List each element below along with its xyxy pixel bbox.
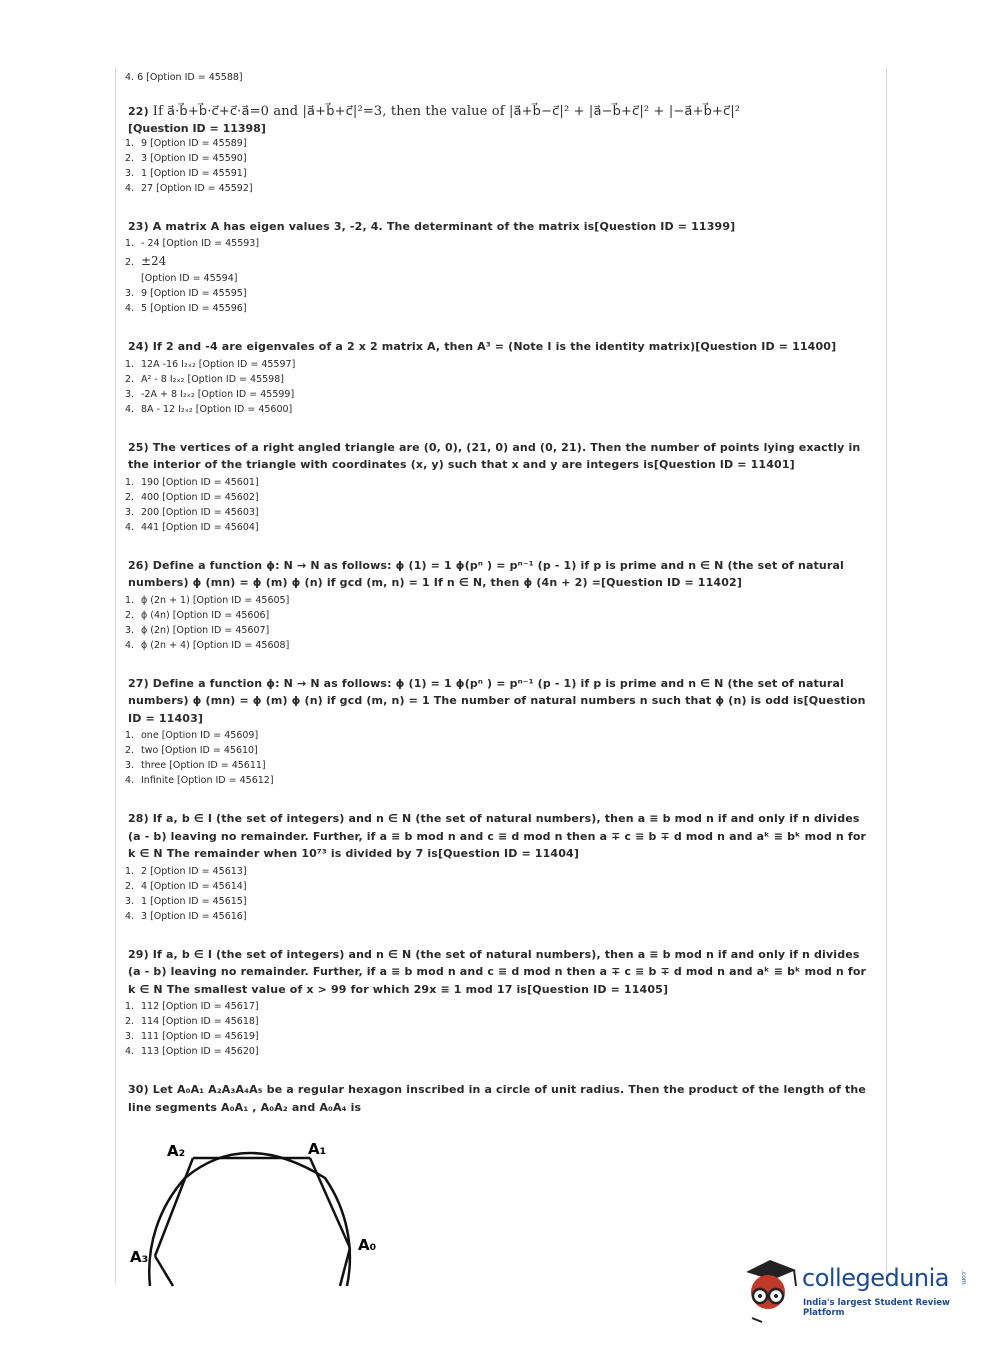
option-text: 1 [Option ID = 45591]: [141, 167, 247, 179]
option-item: [125, 999, 873, 1014]
side-a2-a3: [155, 1158, 193, 1256]
option-number: 4.: [125, 910, 135, 922]
question-24: [125, 338, 873, 417]
label-a0: A₀: [358, 1236, 377, 1254]
option-list: [125, 864, 873, 924]
side-a1-a0: [310, 1158, 350, 1248]
option-number: 3.: [125, 1031, 135, 1042]
option-number: 3.: [125, 895, 135, 907]
option-text: -2A + 8 I₂ₓ₂ [Option ID = 45599]: [141, 388, 295, 400]
option-item: [125, 387, 873, 402]
option-item: [125, 505, 873, 520]
option-item: [125, 1029, 873, 1044]
option-item: [125, 1014, 873, 1029]
option-item: [125, 520, 873, 535]
option-number: 2.: [125, 257, 135, 268]
option-text: 9 [Option ID = 45589]: [141, 137, 247, 149]
question-number: 25): [128, 440, 149, 454]
question-number: 23): [128, 219, 149, 233]
option-number: 4.: [125, 521, 135, 533]
question-23: [125, 218, 873, 317]
question-text: If a, b ∈ I (the set of integers) and n ∈ N (the set of natural numbers), then a ≡ b mod n if and only if n divides (a - b) leaving no remainder. Further, if a ≡ b mod n and c ≡ d mod n then a ∓ c ≡ b ∓ d mod n and aᵏ ≡ bᵏ mod n for k ∈ N The smallest value of x > 99 for which 29x ≡ 1 mod 17 is[Question ID = 11405]: [128, 947, 867, 996]
option-item: [125, 236, 873, 251]
option-item: [125, 357, 873, 372]
option-text: ϕ (4n) [Option ID = 45606]: [141, 609, 270, 621]
option-item: [125, 251, 873, 286]
question-28: [125, 810, 873, 924]
question-number: 24): [128, 340, 149, 353]
question-number: 29): [128, 947, 149, 961]
option-number: 2.: [125, 373, 135, 385]
option-number: 3.: [125, 760, 135, 771]
option-item: [125, 728, 873, 743]
option-text: 3 [Option ID = 45590]: [141, 152, 247, 164]
option-list: [125, 475, 873, 535]
option-item: [125, 864, 873, 879]
option-number: 3.: [125, 288, 135, 299]
logo-suffix: .com: [960, 1270, 967, 1285]
option-item: [125, 301, 873, 316]
logo-tagline: India's largest Student Review Platform: [803, 1298, 950, 1318]
label-a2: A₂: [167, 1142, 186, 1160]
option-number: 3.: [125, 167, 135, 179]
option-text: 8A - 12 I₂ₓ₂ [Option ID = 45600]: [141, 403, 293, 415]
option-item: [125, 151, 873, 166]
logo-brand-text: collegedunia: [802, 1264, 950, 1292]
option-text: 441 [Option ID = 45604]: [141, 521, 259, 533]
question-30: [125, 1081, 873, 1116]
option-text: 4 [Option ID = 45614]: [141, 880, 247, 892]
option-item: [125, 909, 873, 924]
option-number: 4.: [125, 639, 135, 651]
option-item: [125, 136, 873, 151]
option-item: [125, 743, 873, 758]
option-number: 1.: [125, 730, 135, 741]
option-number: 2.: [125, 152, 135, 164]
option-list: [125, 357, 873, 417]
option-number: 1.: [125, 137, 135, 149]
mascot-icon: [740, 1246, 802, 1326]
option-item: [125, 894, 873, 909]
option-text: A² - 8 I₂ₓ₂ [Option ID = 45598]: [141, 373, 284, 385]
option-item: [125, 1044, 873, 1059]
question-text: Define a function ϕ: N → N as follows: ϕ (1) = 1 ϕ(pⁿ ) = pⁿ⁻¹ (p - 1) if p is prime and n ∈ N (the set of natural numbers) ϕ (mn) = ϕ (m) ϕ (n) if gcd (m, n) = 1 The number of natural numbers n such that ϕ (n) is odd is[Question ID = 11403]: [128, 676, 866, 725]
option-number: 2.: [125, 609, 135, 621]
option-text: 400 [Option ID = 45602]: [141, 491, 259, 503]
question-number: 22): [128, 105, 149, 118]
option-text: 114 [Option ID = 45618]: [141, 1016, 259, 1027]
option-number: 3.: [125, 624, 135, 636]
option-item: [125, 490, 873, 505]
option-text: one [Option ID = 45609]: [141, 730, 259, 741]
question-text: Let A₀A₁ A₂A₃A₄A₅ be a regular hexagon inscribed in a circle of unit radius. Then the product of the length of the line segments A₀A₁ , A₀A₂ and A₀A₄ is: [128, 1083, 867, 1114]
option-number: 1.: [125, 1001, 135, 1012]
option-number: 2.: [125, 880, 135, 892]
question-text: A matrix A has eigen values 3, -2, 4. The determinant of the matrix is[Question ID = 11399]: [152, 219, 736, 233]
question-content: [125, 72, 873, 1138]
option-number: 1.: [125, 865, 135, 877]
option-text: three [Option ID = 45611]: [141, 760, 266, 771]
option-item: [125, 402, 873, 417]
option-item: [125, 758, 873, 773]
question-27: [125, 675, 873, 789]
option-text: 27 [Option ID = 45592]: [141, 182, 253, 194]
question-25: [125, 439, 873, 535]
option-item: [125, 593, 873, 608]
option-subtext: [Option ID = 45594]: [141, 273, 238, 284]
question-math: a⃗·b⃗+b⃗·c⃗+c⃗·a⃗=0 and |a⃗+b⃗+c⃗|²=3, then the value of |a⃗+b⃗−c⃗|² + |a⃗−b⃗+c⃗|² + |−a⃗+b⃗+c⃗|²: [167, 104, 741, 119]
question-id: [Question ID = 11398]: [128, 121, 266, 135]
question-list: [125, 103, 873, 1059]
option-text: 200 [Option ID = 45603]: [141, 506, 259, 518]
option-number: 4.: [125, 182, 135, 194]
option-number: 2.: [125, 491, 135, 503]
option-number: 2.: [125, 1016, 135, 1027]
question-lead: If: [152, 104, 164, 119]
option-text: 113 [Option ID = 45620]: [141, 1046, 259, 1057]
previous-option-line: 4. 6 [Option ID = 45588]: [125, 72, 243, 83]
option-number: 4.: [125, 775, 135, 786]
option-item: [125, 286, 873, 301]
question-26: [125, 557, 873, 653]
option-text: 5 [Option ID = 45596]: [141, 303, 247, 314]
option-list: [125, 999, 873, 1059]
option-item: [125, 181, 873, 196]
option-list: [125, 593, 873, 653]
option-text: 9 [Option ID = 45595]: [141, 288, 247, 299]
option-text: 111 [Option ID = 45619]: [141, 1031, 259, 1042]
option-number: 2.: [125, 745, 135, 756]
question-number: 27): [128, 676, 149, 690]
option-text: ϕ (2n + 1) [Option ID = 45605]: [141, 594, 290, 606]
option-item: [125, 638, 873, 653]
option-item: [125, 773, 873, 788]
option-number: 1.: [125, 358, 135, 370]
option-text: two [Option ID = 45610]: [141, 745, 258, 756]
option-item: [125, 623, 873, 638]
option-number: 4.: [125, 1046, 135, 1057]
collegedunia-logo: [740, 1246, 970, 1326]
option-text: 112 [Option ID = 45617]: [141, 1001, 259, 1012]
option-text: - 24 [Option ID = 45593]: [141, 238, 260, 249]
question-text: Define a function ϕ: N → N as follows: ϕ (1) = 1 ϕ(pⁿ ) = pⁿ⁻¹ (p - 1) if p is prime and n ∈ N (the set of natural numbers) ϕ (mn) = ϕ (m) ϕ (n) if gcd (m, n) = 1 If n ∈ N, then ϕ (4n + 2) =[Question ID = 11402]: [128, 558, 844, 589]
option-item: [125, 475, 873, 490]
option-list: [125, 728, 873, 788]
option-text: ϕ (2n) [Option ID = 45607]: [141, 624, 270, 636]
question-text: If a, b ∈ I (the set of integers) and n ∈ N (the set of natural numbers), then a ≡ b mod n if and only if n divides (a - b) leaving no remainder. Further, if a ≡ b mod n and c ≡ d mod n then a ∓ c ≡ b ∓ d mod n and aᵏ ≡ bᵏ mod n for k ∈ N The remainder when 10⁷³ is divided by 7 is[Question ID = 11404]: [128, 812, 867, 860]
option-text: ϕ (2n + 4) [Option ID = 45608]: [141, 639, 290, 651]
question-number: 26): [128, 558, 149, 572]
option-item: [125, 372, 873, 387]
side-a3-a4: [155, 1256, 173, 1286]
option-number: 1.: [125, 594, 135, 606]
question-number: 30): [128, 1083, 149, 1096]
option-text: Infinite [Option ID = 45612]: [141, 775, 274, 786]
option-text: 1 [Option ID = 45615]: [141, 895, 247, 907]
option-number: 3.: [125, 506, 135, 518]
question-text: The vertices of a right angled triangle are (0, 0), (21, 0) and (0, 21). Then the number of points lying exactly in the interior of the triangle with coordinates (x, y) such that x and y are integers is[Question ID = 11401]: [128, 440, 861, 471]
option-list: [125, 236, 873, 316]
option-text: ±24: [141, 254, 167, 268]
question-22: [125, 103, 873, 196]
option-number: 1.: [125, 238, 135, 249]
hexagon-diagram: [125, 1138, 385, 1288]
option-text: 3 [Option ID = 45616]: [141, 910, 247, 922]
option-number: 3.: [125, 388, 135, 400]
option-text: 190 [Option ID = 45601]: [141, 476, 259, 488]
question-29: [125, 946, 873, 1060]
option-text: 12A -16 I₂ₓ₂ [Option ID = 45597]: [141, 358, 296, 370]
option-text: 2 [Option ID = 45613]: [141, 865, 247, 877]
question-text: If 2 and -4 are eigenvales of a 2 x 2 matrix A, then A³ = (Note I is the identity matrix)[Question ID = 11400]: [152, 340, 837, 353]
option-item: [125, 608, 873, 623]
option-number: 4.: [125, 403, 135, 415]
question-number: 28): [128, 812, 149, 825]
label-a1: A₁: [308, 1140, 327, 1158]
option-item: [125, 166, 873, 181]
option-number: 1.: [125, 476, 135, 488]
option-number: 4.: [125, 303, 135, 314]
option-list: [125, 136, 873, 196]
label-a3: A₃: [130, 1248, 149, 1266]
circle-arc: [149, 1153, 350, 1286]
option-item: [125, 879, 873, 894]
